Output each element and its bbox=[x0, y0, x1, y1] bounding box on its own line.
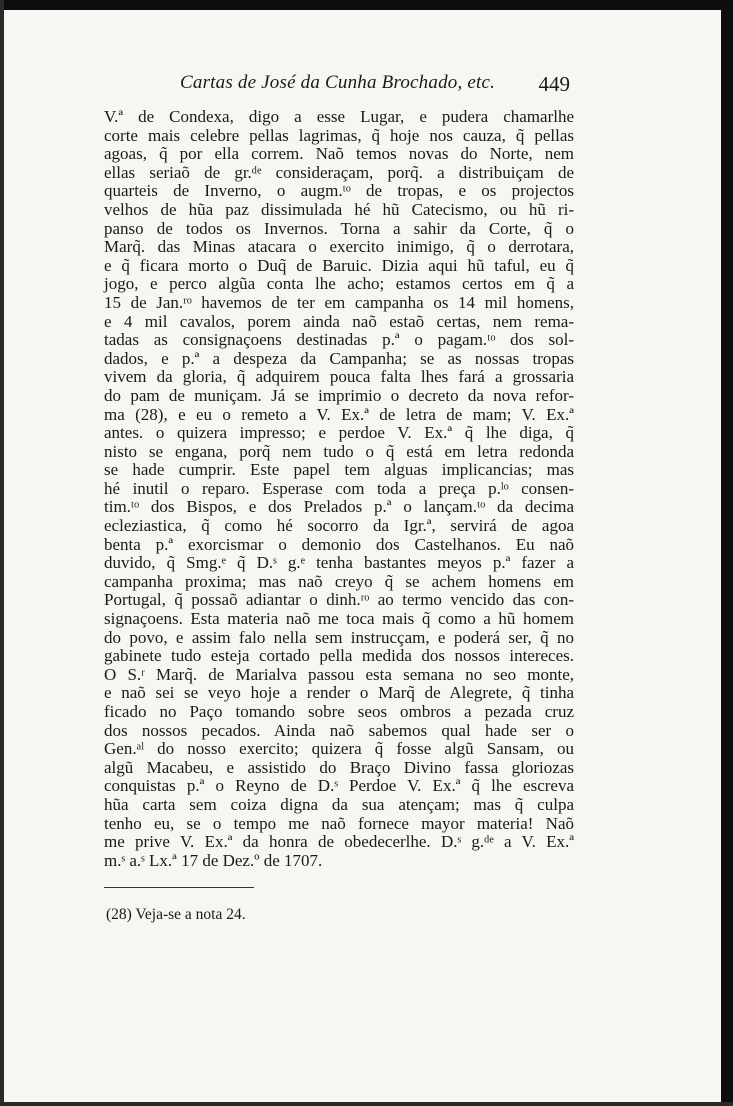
text-line: campanha proxima; mas naõ creyo q̃ se achem homens em bbox=[104, 571, 574, 591]
scan-edge-right bbox=[721, 0, 733, 1106]
text-line: panso de todos os Invernos. Torna a sahir da Corte, q̃ o bbox=[104, 218, 574, 238]
text-line: se hade cumprir. Este papel tem alguas implicancias; mas bbox=[104, 460, 574, 480]
text-line: jogo, e perco algũa conta lhe acho; estamos certos em q̃ a bbox=[104, 274, 574, 294]
text-line: e q̃ ficara morto o Duq̃ de Baruic. Dizia aqui hũ taful, eu q̃ bbox=[104, 255, 574, 275]
text-line: tadas as consignaçoens destinadas p.ª o pagam.ᵗᵒ dos sol- bbox=[104, 330, 574, 350]
text-line: 15 de Jan.ʳᵒ havemos de ter em campanha os 14 mil homens, bbox=[104, 292, 574, 312]
text-line: ficado no Paço tomando sobre seos ombros a pezada cruz bbox=[104, 702, 574, 721]
text-line: Gen.ᵃˡ do nosso exercito; quizera q̃ fosse algũ Sansam, ou bbox=[104, 739, 574, 759]
text-line: e naõ sei se veyo hoje a render o Marq̃ de Alegrete, q̃ tinha bbox=[104, 683, 574, 703]
scan-edge-bottom bbox=[0, 1102, 733, 1106]
text-line: antes. o quizera impresso; e perdoe V. Ex.ª q̃ lhe diga, q̃ bbox=[104, 423, 574, 443]
text-line: nisto se engana, porq̃ nem tudo o q̃ está em letra redonda bbox=[104, 441, 574, 461]
text-line: gabinete tudo esteja cortado pella medida dos nossos intereces. bbox=[104, 646, 574, 666]
text-line: V.ª de Condexa, digo a esse Lugar, e pudera chamarlhe bbox=[104, 107, 574, 126]
text-line: do pam de muniçam. Já se imprimio o decreto da nova refor- bbox=[104, 385, 574, 405]
text-line: quarteis de Inverno, o augm.ᵗᵒ de tropas, e os projectos bbox=[104, 181, 574, 201]
text-line: e 4 mil cavalos, porem ainda naõ estaõ certas, nem rema- bbox=[104, 311, 574, 331]
text-line: duvido, q̃ Smg.ᵉ q̃ D.ˢ g.ᵉ tenha bastantes meyos p.ª fazer a bbox=[104, 553, 574, 573]
text-line: O S.ʳ Marq̃. de Marialva passou esta semana no seo monte, bbox=[104, 664, 574, 684]
text-line: ellas seriaõ de gr.ᵈᵉ consideraçam, porq̃. a distribuiçam de bbox=[104, 162, 574, 182]
text-line: conquistas p.ª o Reyno de D.ˢ Perdoe V. Ex.ª q̃ lhe escreva bbox=[104, 776, 574, 796]
scan-edge-left bbox=[0, 0, 4, 1106]
text-line: me prive V. Ex.ª da honra de obedecerlhe. D.ˢ g.ᵈᵉ a V. Ex.ª bbox=[104, 832, 574, 852]
text-line: dos nossos pecados. Ainda naõ sabemos qual hade ser o bbox=[104, 720, 574, 740]
text-line: do povo, e assim falo nella sem instrucçam, e poderá ser, q̃ no bbox=[104, 627, 574, 647]
text-line: dados, e p.ª a despeza da Campanha; se as nossas tropas bbox=[104, 348, 574, 368]
letter-body bbox=[104, 108, 574, 870]
page-number: 449 bbox=[538, 72, 570, 96]
text-line: tenho eu, se o tempo me naõ fornece mayor materia! Naõ bbox=[104, 813, 574, 833]
text-line: ma (28), e eu o remeto a V. Ex.ª de letra de mam; V. Ex.ª bbox=[104, 404, 574, 424]
text-line: m.ˢ a.ˢ Lx.ª 17 de Dez.º de 1707. bbox=[104, 850, 323, 870]
text-line: agoas, q̃ por ella correm. Naõ temos novas do Norte, nem bbox=[104, 144, 574, 164]
page-header bbox=[180, 72, 580, 100]
text-line: tim.ᵗᵒ dos Bispos, e dos Prelados p.ª o lançam.ᵗᵒ da decima bbox=[104, 497, 574, 517]
text-line: Portugal, q̃ possaõ adiantar o dinh.ʳᵒ ao termo vencido das con- bbox=[104, 590, 574, 610]
text-line: vivem da gloria, q̃ adquirem pouca falta lhes fará a grossaria bbox=[104, 367, 574, 387]
text-line: ecleziastica, q̃ como hé socorro da Igr.ª, servirá de agoa bbox=[104, 516, 574, 536]
text-line: benta p.ª exorcismar o demonio dos Castelhanos. Eu naõ bbox=[104, 534, 574, 554]
text-line: algũ Macabeu, e assistido do Braço Divino fassa gloriozas bbox=[104, 757, 574, 777]
text-line: signaçoens. Esta materia naõ me toca mais q̃ como a hũ homem bbox=[104, 609, 574, 629]
text-line: corte mais celebre pellas lagrimas, q̃ hoje nos cauza, q̃ pellas bbox=[104, 125, 574, 145]
text-line: hé inutil o reparo. Esperase com toda a preça p.ˡᵒ consen- bbox=[104, 478, 574, 498]
text-line: hũa carta sem coiza digna da sua atençam; mas q̃ culpa bbox=[104, 794, 574, 814]
scan-edge-top bbox=[0, 0, 733, 10]
text-line: Marq̃. das Minas atacara o exercito inimigo, q̃ o derrotara, bbox=[104, 237, 574, 257]
footnote-rule bbox=[104, 887, 254, 888]
footnote: (28) Veja-se a nota 24. bbox=[106, 906, 246, 923]
text-line: velhos de hũa paz dissimulada hé hũ Catecismo, ou hũ ri- bbox=[104, 199, 574, 219]
running-title: Cartas de José da Cunha Brochado, etc. bbox=[180, 72, 496, 93]
